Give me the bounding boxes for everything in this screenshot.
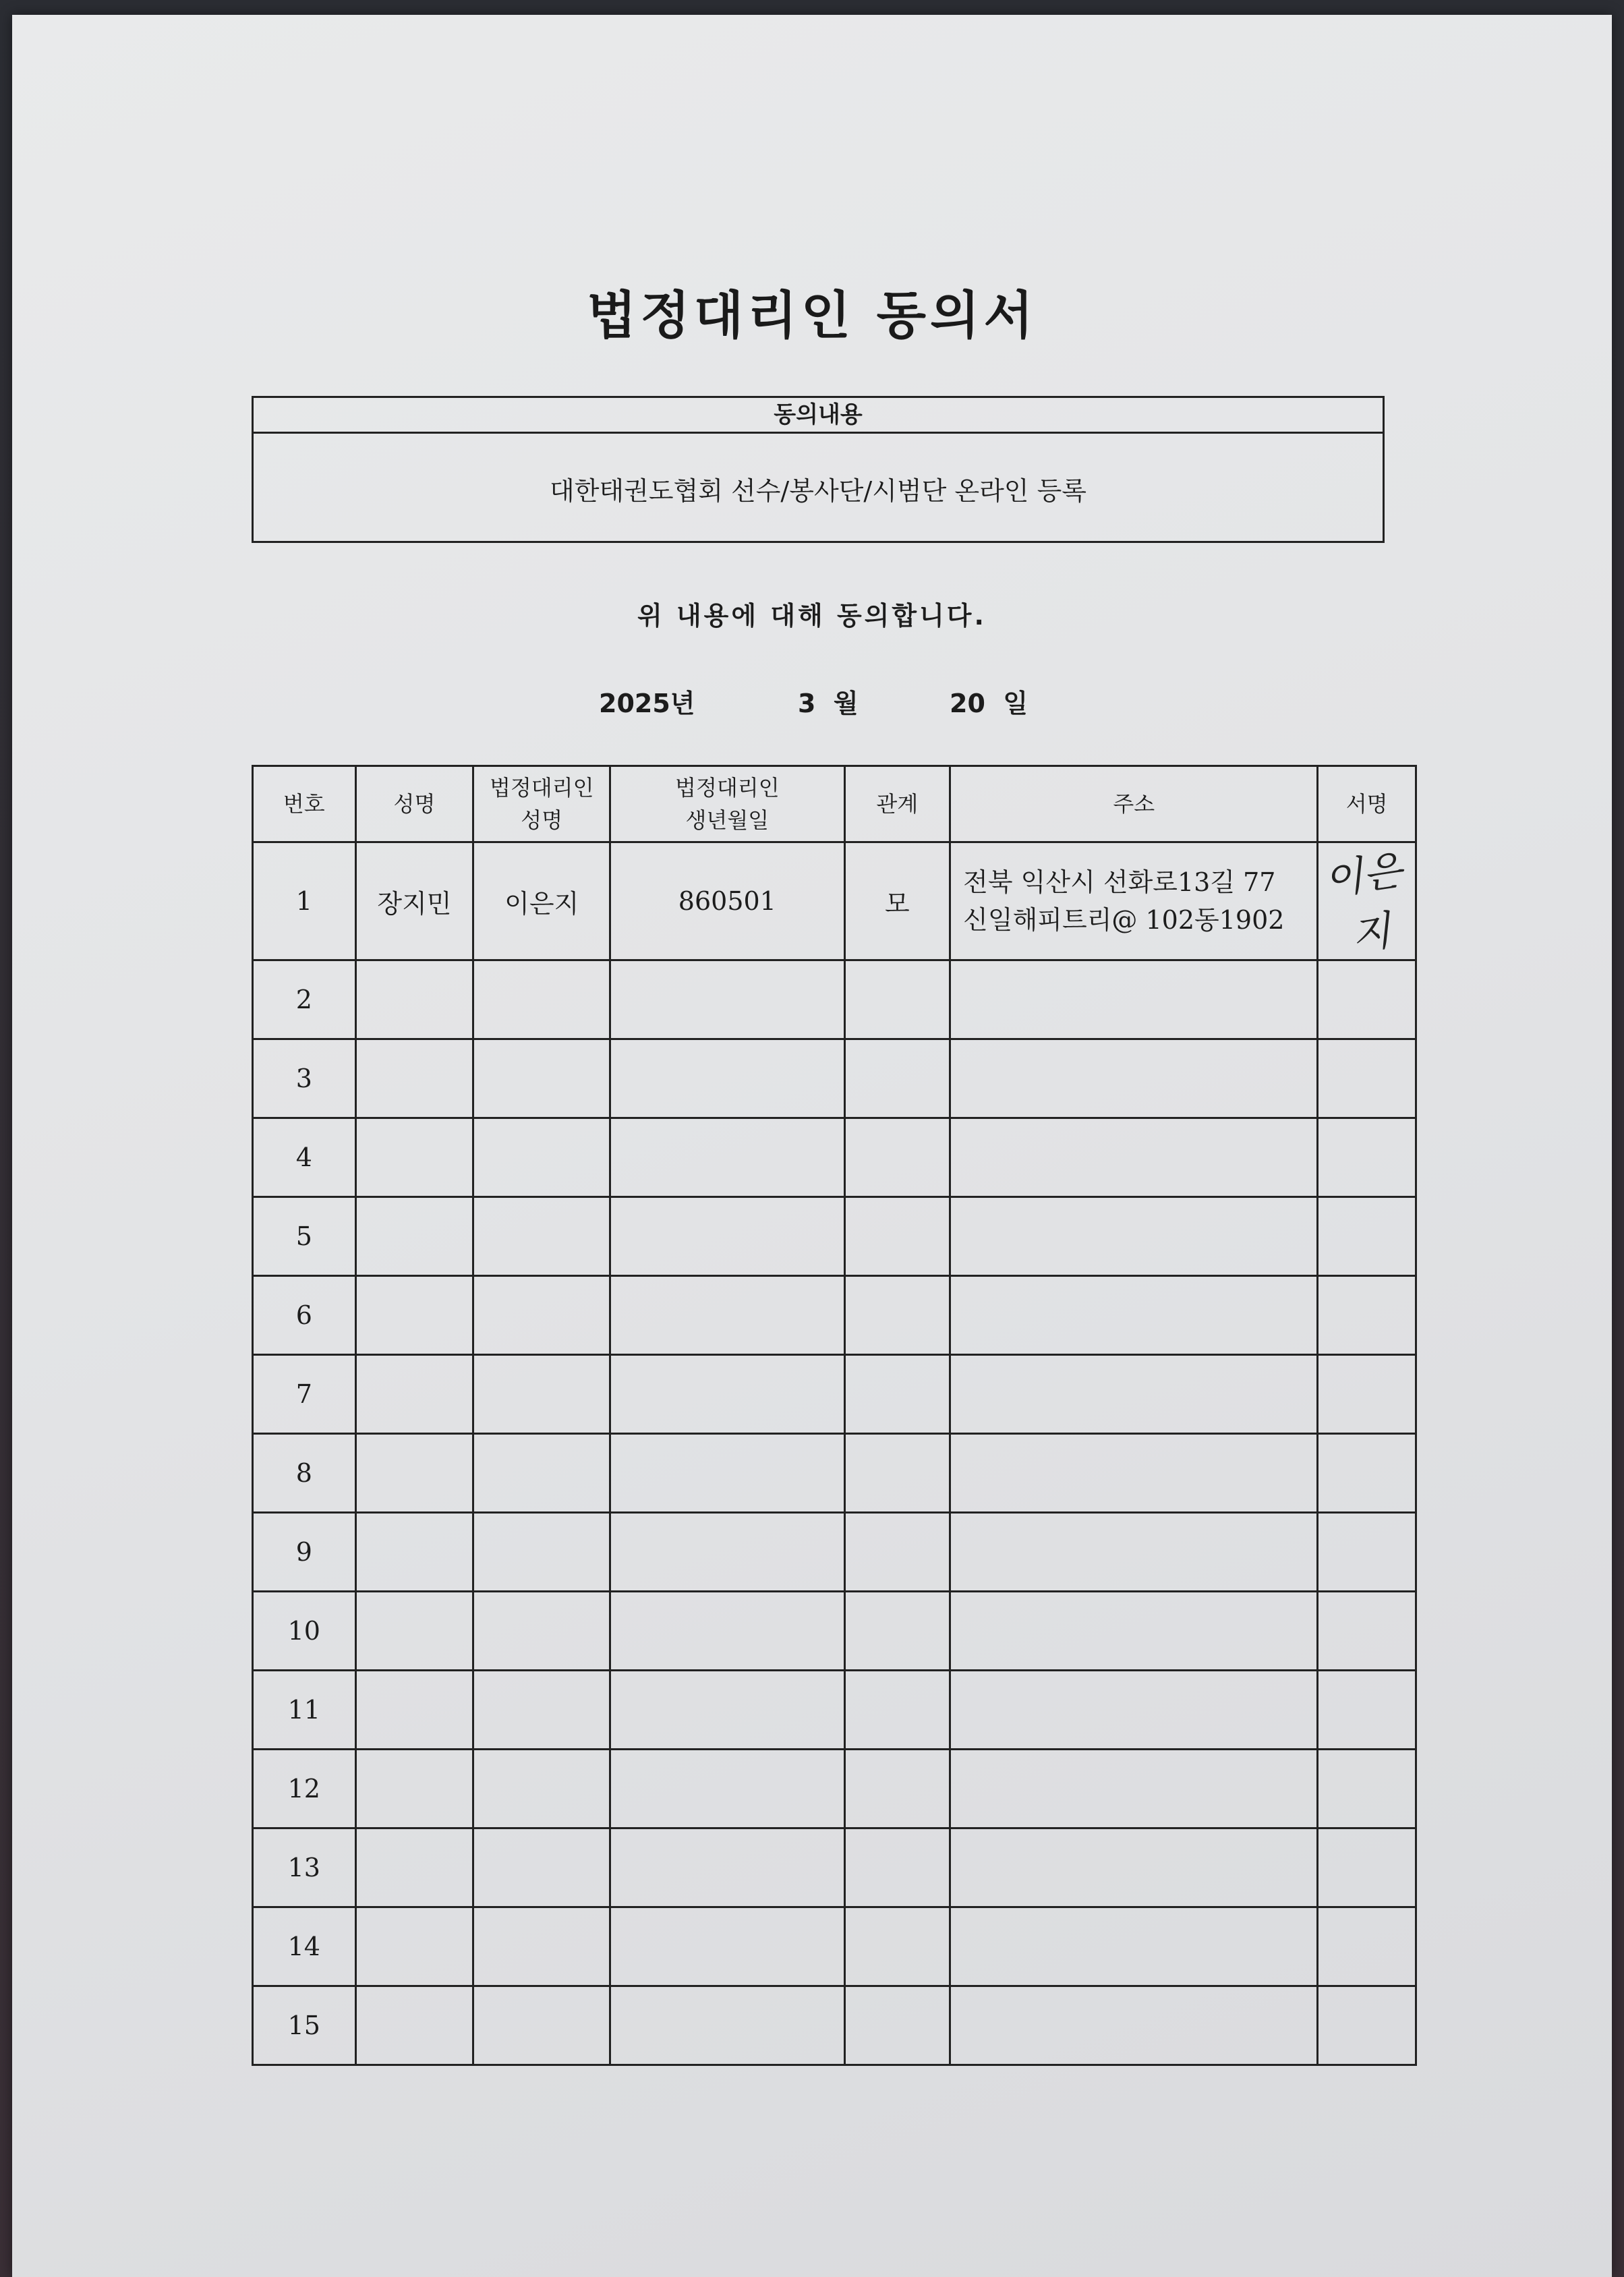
empty-cell [355,960,473,1039]
table-row [253,1434,1416,1513]
consent-content-box [252,396,1385,543]
table-row [253,1671,1416,1750]
empty-cell [950,1750,1318,1828]
address-line1: 전북 익산시 선화로13길 77 [963,867,1276,897]
signature-cell [1318,842,1416,960]
empty-cell [610,1750,844,1828]
empty-cell [844,1592,950,1671]
date-day-unit: 일 [1003,689,1028,718]
empty-cell [950,1355,1318,1434]
empty-cell [355,1828,473,1907]
row-number: 8 [253,1434,356,1513]
empty-cell [355,1039,473,1118]
empty-cell [844,1276,950,1355]
empty-cell [610,1197,844,1276]
empty-cell [610,1039,844,1118]
empty-cell [355,1750,473,1828]
empty-cell [610,1671,844,1750]
empty-cell [355,1118,473,1197]
empty-cell [1318,1986,1416,2065]
row-number: 9 [253,1513,356,1592]
empty-cell [950,1039,1318,1118]
row-number: 10 [253,1592,356,1671]
empty-cell [1318,1671,1416,1750]
empty-cell [355,1907,473,1986]
empty-cell [473,1592,610,1671]
date-year [599,683,695,720]
table-row [253,1750,1416,1828]
agreement-statement: 위 내용에 대해 동의합니다. [637,601,987,631]
table-row [253,1039,1416,1118]
date-year-value: 2025 [599,689,670,718]
header-relation: 관계 [844,766,950,842]
table-row [253,1907,1416,1986]
empty-cell [1318,1592,1416,1671]
empty-cell [950,1986,1318,2065]
row-number: 14 [253,1907,356,1986]
empty-cell [1318,1355,1416,1434]
empty-cell [950,1118,1318,1197]
date-day [950,683,1028,720]
empty-cell [844,1118,950,1197]
empty-cell [473,1039,610,1118]
empty-cell [610,1434,844,1513]
empty-cell [473,1907,610,1986]
empty-cell [610,1276,844,1355]
empty-cell [473,960,610,1039]
empty-cell [844,1513,950,1592]
table-row [253,1197,1416,1276]
date-month-unit: 월 [833,689,859,718]
date-month [798,683,859,720]
empty-cell [473,1434,610,1513]
table-header-row [253,766,1416,842]
row-number: 7 [253,1355,356,1434]
empty-cell [355,1592,473,1671]
table-row [253,1828,1416,1907]
empty-cell [1318,1907,1416,1986]
empty-cell [844,1750,950,1828]
empty-cell [355,1513,473,1592]
empty-cell [950,1276,1318,1355]
empty-cell [1318,960,1416,1039]
empty-cell [844,1986,950,2065]
row-number: 1 [253,842,356,960]
empty-cell [1318,1434,1416,1513]
empty-cell [610,1355,844,1434]
empty-cell [610,960,844,1039]
relation: 모 [844,842,950,960]
header-name: 성명 [355,766,473,842]
header-guardian-name [473,766,610,842]
empty-cell [355,1276,473,1355]
row-number: 5 [253,1197,356,1276]
header-signature: 서명 [1318,766,1416,842]
date-month-value: 3 [798,689,816,718]
table-row [253,1592,1416,1671]
empty-cell [473,1671,610,1750]
empty-cell [355,1671,473,1750]
participant-name: 장지민 [355,842,473,960]
table-row [253,842,1416,960]
empty-cell [950,1197,1318,1276]
empty-cell [355,1197,473,1276]
empty-cell [1318,1828,1416,1907]
header-guardian-birth-line1: 법정대리인 [675,775,780,801]
table-row [253,1118,1416,1197]
empty-cell [1318,1118,1416,1197]
address-line2: 신일해피트리@ 102동1902 [963,905,1285,935]
registration-table [252,765,1417,2066]
handwritten-signature: 이은지 [1321,846,1405,960]
empty-cell [844,1828,950,1907]
date-year-unit: 년 [670,689,695,718]
table-row [253,1276,1416,1355]
empty-cell [355,1355,473,1434]
empty-cell [473,1355,610,1434]
consent-header: 동의내용 [254,398,1383,434]
header-guardian-birth [610,766,844,842]
empty-cell [610,1513,844,1592]
empty-cell [1318,1750,1416,1828]
empty-cell [844,1434,950,1513]
row-number: 13 [253,1828,356,1907]
empty-cell [355,1434,473,1513]
empty-cell [473,1513,610,1592]
empty-cell [473,1197,610,1276]
consent-form-paper [12,15,1612,2277]
empty-cell [950,1828,1318,1907]
empty-cell [844,1355,950,1434]
empty-cell [1318,1276,1416,1355]
header-guardian-name-line1: 법정대리인 [489,775,594,801]
consent-text: 대한태권도협회 선수/봉사단/시범단 온라인 등록 [549,475,1086,506]
row-number: 15 [253,1986,356,2065]
header-guardian-name-line2: 성명 [521,807,563,833]
empty-cell [610,1592,844,1671]
empty-cell [950,1513,1318,1592]
row-number: 2 [253,960,356,1039]
row-number: 3 [253,1039,356,1118]
empty-cell [950,1907,1318,1986]
header-address: 주소 [950,766,1318,842]
empty-cell [1318,1197,1416,1276]
header-guardian-birth-line2: 생년월일 [685,807,770,833]
empty-cell [473,1276,610,1355]
empty-cell [950,1671,1318,1750]
empty-cell [1318,1039,1416,1118]
table-row [253,1513,1416,1592]
guardian-name: 이은지 [473,842,610,960]
empty-cell [844,960,950,1039]
empty-cell [473,1986,610,2065]
empty-cell [844,1671,950,1750]
empty-cell [844,1907,950,1986]
empty-cell [1318,1513,1416,1592]
document-title: 법정대리인 동의서 [587,285,1037,345]
empty-cell [950,1592,1318,1671]
table-row [253,1986,1416,2065]
row-number: 6 [253,1276,356,1355]
empty-cell [473,1118,610,1197]
row-number: 4 [253,1118,356,1197]
empty-cell [473,1828,610,1907]
empty-cell [610,1828,844,1907]
empty-cell [844,1039,950,1118]
row-number: 11 [253,1671,356,1750]
empty-cell [355,1986,473,2065]
empty-cell [950,1434,1318,1513]
header-no: 번호 [253,766,356,842]
table-row [253,960,1416,1039]
date-day-value: 20 [950,689,985,718]
empty-cell [610,1907,844,1986]
row-number: 12 [253,1750,356,1828]
empty-cell [950,960,1318,1039]
empty-cell [473,1750,610,1828]
empty-cell [610,1986,844,2065]
table-row [253,1355,1416,1434]
address [950,842,1318,960]
empty-cell [610,1118,844,1197]
empty-cell [844,1197,950,1276]
guardian-birthdate: 860501 [610,842,844,960]
